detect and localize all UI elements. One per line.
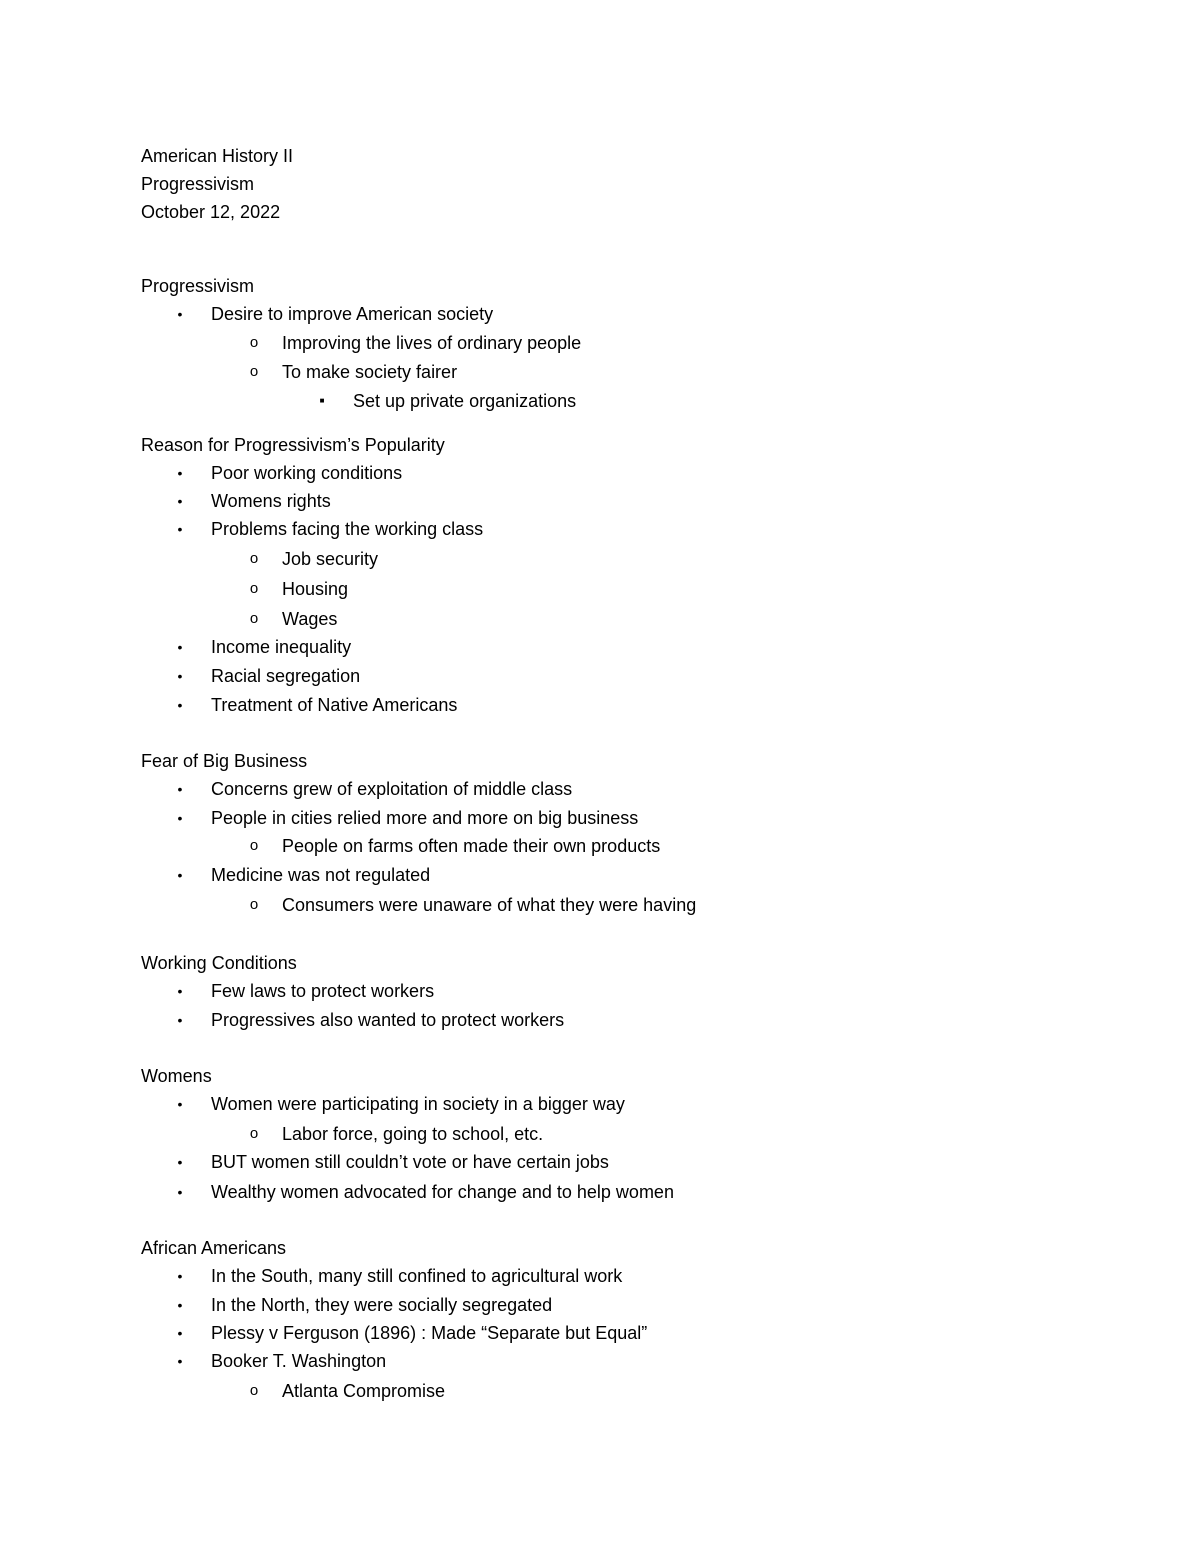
sub-bullet-marker: o <box>249 334 259 351</box>
sub-bullet-marker: o <box>249 550 259 567</box>
bullet-marker: • <box>177 639 183 655</box>
sub-list-item: Housing <box>282 579 349 599</box>
bullet-marker: • <box>177 697 183 713</box>
sub-list-item: Atlanta Compromise <box>282 1381 446 1401</box>
bullet-marker: • <box>177 810 183 826</box>
list-item: People in cities relied more and more on big business <box>211 808 639 828</box>
document-date: October 12, 2022 <box>141 202 281 222</box>
list-item: Poor working conditions <box>211 463 403 483</box>
list-item: Wealthy women advocated for change and to help women <box>211 1182 674 1202</box>
list-item: Few laws to protect workers <box>211 981 435 1001</box>
list-item: In the North, they were socially segregated <box>211 1295 553 1315</box>
list-item: BUT women still couldn’t vote or have certain jobs <box>211 1152 609 1172</box>
bullet-marker: • <box>177 465 183 481</box>
list-item: Booker T. Washington <box>211 1351 387 1371</box>
square-bullet-marker: ■ <box>319 396 325 405</box>
list-item: Medicine was not regulated <box>211 865 431 885</box>
sub-list-item: Job security <box>282 549 379 569</box>
list-item: Income inequality <box>211 637 352 657</box>
sub-list-item: Consumers were unaware of what they were having <box>282 895 697 915</box>
bullet-marker: • <box>177 1268 183 1284</box>
sub-bullet-marker: o <box>249 363 259 380</box>
bullet-marker: • <box>177 1353 183 1369</box>
list-item: Concerns grew of exploitation of middle class <box>211 779 573 799</box>
sub-list-item: Improving the lives of ordinary people <box>282 333 582 353</box>
sub-bullet-marker: o <box>249 610 259 627</box>
list-item: In the South, many still confined to agricultural work <box>211 1266 623 1286</box>
sub-bullet-marker: o <box>249 1382 259 1399</box>
document-topic: Progressivism <box>141 174 255 194</box>
sub-bullet-marker: o <box>249 580 259 597</box>
list-item: Progressives also wanted to protect workers <box>211 1010 565 1030</box>
bullet-marker: • <box>177 1012 183 1028</box>
bullet-marker: • <box>177 1184 183 1200</box>
section-heading: Womens <box>141 1066 212 1086</box>
list-item: Womens rights <box>211 491 331 511</box>
bullet-marker: • <box>177 1096 183 1112</box>
bullet-marker: • <box>177 668 183 684</box>
section-heading: African Americans <box>141 1238 287 1258</box>
sub-bullet-marker: o <box>249 837 259 854</box>
bullet-marker: • <box>177 521 183 537</box>
sub-list-item: To make society fairer <box>282 362 458 382</box>
bullet-marker: • <box>177 867 183 883</box>
list-item: Treatment of Native Americans <box>211 695 458 715</box>
sub-bullet-marker: o <box>249 896 259 913</box>
section-heading: Fear of Big Business <box>141 751 308 771</box>
list-item: Women were participating in society in a bigger way <box>211 1094 625 1114</box>
bullet-marker: • <box>177 1154 183 1170</box>
list-item: Plessy v Ferguson (1896) : Made “Separate but Equal” <box>211 1323 648 1343</box>
section-heading: Reason for Progressivism’s Popularity <box>141 435 445 455</box>
course-title: American History II <box>141 146 294 166</box>
list-item: Problems facing the working class <box>211 519 484 539</box>
section-heading: Progressivism <box>141 276 255 296</box>
bullet-marker: • <box>177 1325 183 1341</box>
list-item: Desire to improve American society <box>211 304 494 324</box>
bullet-marker: • <box>177 1297 183 1313</box>
sub-list-item: People on farms often made their own products <box>282 836 661 856</box>
sub-list-item: Labor force, going to school, etc. <box>282 1124 544 1144</box>
bullet-marker: • <box>177 983 183 999</box>
sub-list-item: Wages <box>282 609 338 629</box>
list-item: Racial segregation <box>211 666 361 686</box>
sub-sub-list-item: Set up private organizations <box>353 391 577 411</box>
bullet-marker: • <box>177 493 183 509</box>
section-heading: Working Conditions <box>141 953 297 973</box>
bullet-marker: • <box>177 306 183 322</box>
bullet-marker: • <box>177 781 183 797</box>
sub-bullet-marker: o <box>249 1125 259 1142</box>
